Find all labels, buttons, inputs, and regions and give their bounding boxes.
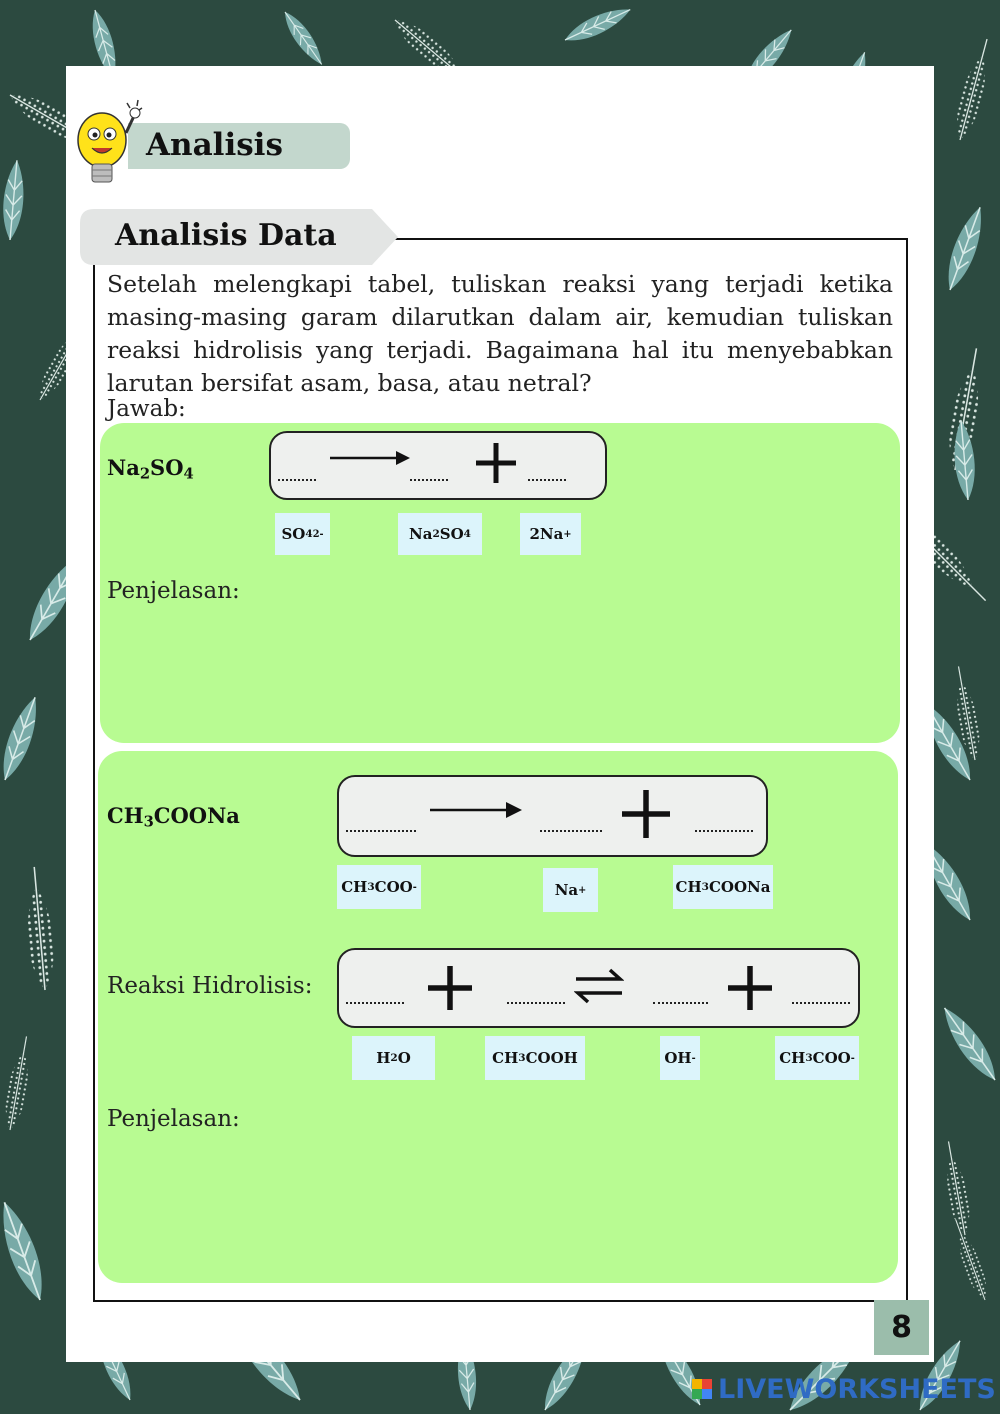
na2so4-blank-3[interactable]: [528, 479, 566, 481]
hydrolysis-blank-3[interactable]: [653, 1002, 708, 1004]
tab-title: Analisis Data: [115, 218, 337, 253]
ch3coona-option-na[interactable]: Na +: [543, 868, 598, 912]
page-number-badge: 8: [874, 1300, 929, 1355]
na2so4-formula: $Na_2SO_4$: [107, 455, 194, 483]
watermark-text: LIVEWORKSHEETS: [718, 1373, 996, 1405]
plus-icon: [426, 964, 474, 1012]
hydrolysis-label: Reaksi Hidrolisis:: [107, 973, 313, 999]
na2so4-explanation-label: Penjelasan:: [107, 578, 240, 604]
ch3coona-dissociation-box: [337, 775, 768, 857]
hydrolysis-option-ch3coo[interactable]: CH 3 COO -: [775, 1036, 859, 1080]
hydrolysis-option-h2o[interactable]: H 2 O: [352, 1036, 435, 1080]
hydrolysis-blank-1[interactable]: [346, 1002, 404, 1004]
section-title: Analisis: [146, 127, 283, 163]
plus-icon: [474, 441, 518, 485]
hydrolysis-blank-4[interactable]: [792, 1002, 850, 1004]
plus-icon: [620, 788, 672, 840]
ch3coona-formula: $CH_3COONa$: [107, 803, 240, 831]
reaction-arrow-icon: [430, 799, 524, 821]
ch3coona-option-ch3coo[interactable]: CH 3 COO -: [337, 865, 421, 909]
hydrolysis-option-ch3cooh[interactable]: CH 3 COOH: [485, 1036, 585, 1080]
na2so4-equation-box: [269, 431, 607, 500]
na2so4-blank-2[interactable]: [410, 479, 448, 481]
reaction-arrow-icon: [330, 448, 412, 468]
na2so4-option-so4[interactable]: SO 4 2-: [275, 513, 330, 555]
na2so4-option-na2so4[interactable]: Na 2 SO 4: [398, 513, 482, 555]
ch3coona-blank-2[interactable]: [540, 830, 602, 832]
na2so4-option-2na[interactable]: 2Na +: [520, 513, 581, 555]
equilibrium-arrow-icon: [574, 966, 624, 1006]
ch3coona-explanation-label: Penjelasan:: [107, 1106, 240, 1132]
plus-icon: [726, 964, 774, 1012]
watermark: [692, 1374, 996, 1404]
liveworksheets-logo-icon: [692, 1379, 712, 1399]
na2so4-blank-1[interactable]: [278, 479, 316, 481]
hydrolysis-option-oh[interactable]: OH -: [660, 1036, 700, 1080]
answer-label: Jawab:: [107, 396, 186, 422]
ch3coona-blank-1[interactable]: [346, 830, 416, 832]
instruction-text: Setelah melengkapi tabel, tuliskan reaksi yang terjadi ketika masing-masing garam dilarutkan dalam air, kemudian tuliskan reaksi hidrolisis yang terjadi. Bagaimana hal itu menyebabkan larutan bersifat asam, basa, atau netral?: [107, 270, 893, 397]
ch3coona-blank-3[interactable]: [695, 830, 753, 832]
ch3coona-option-ch3coona[interactable]: CH 3 COONa: [673, 865, 773, 909]
hydrolysis-blank-2[interactable]: [507, 1002, 565, 1004]
lightbulb-mascot-icon: [72, 98, 144, 193]
